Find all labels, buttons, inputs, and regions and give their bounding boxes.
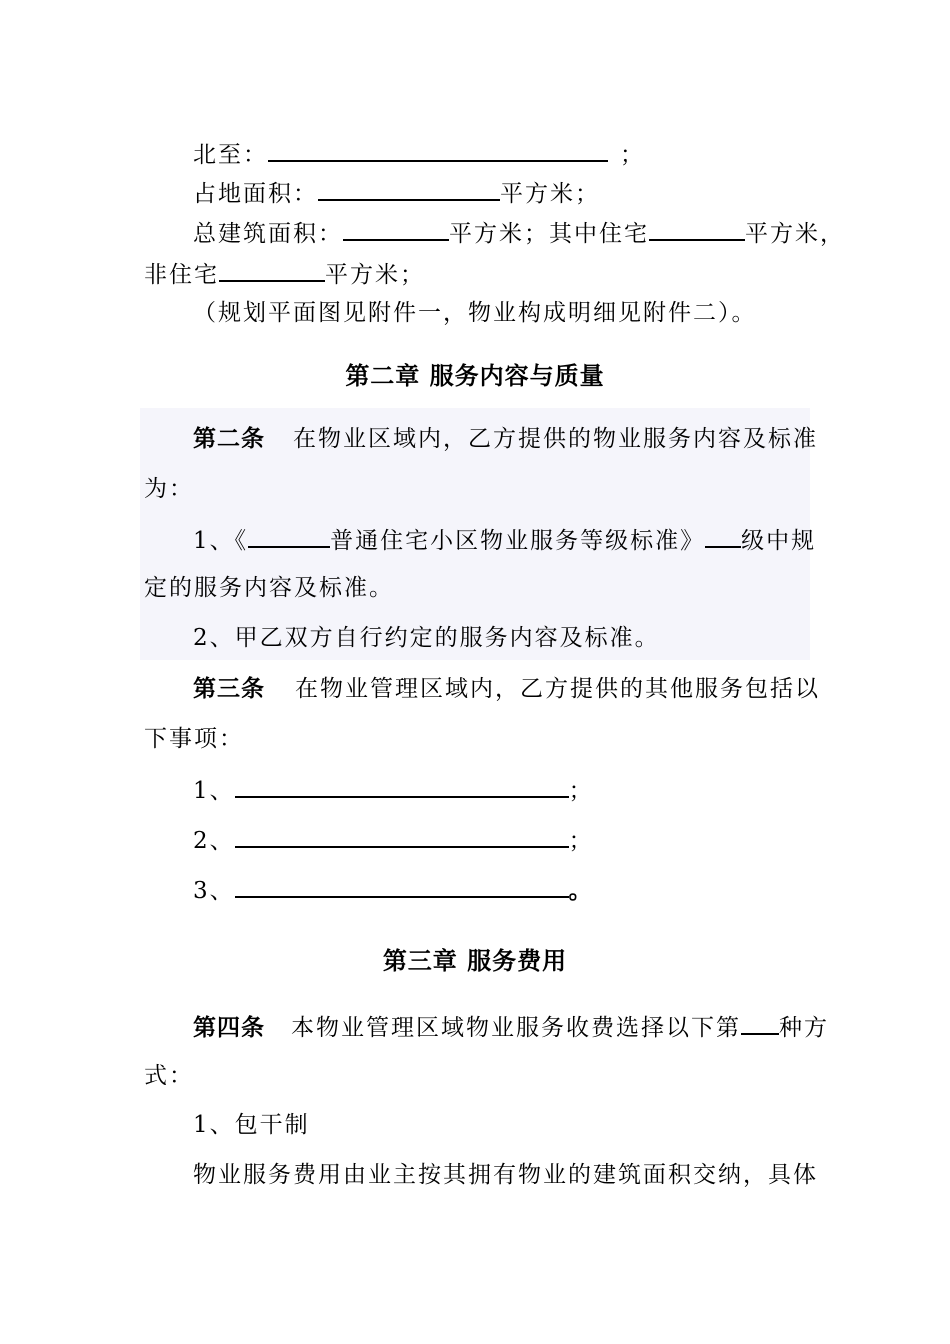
nonresidential-line — [144, 258, 425, 290]
list-1-blank — [235, 774, 569, 798]
option-1-title: 1、包干制 — [193, 1112, 310, 1138]
article-3-continuation: 下事项： — [144, 726, 244, 752]
article-3-text: 在物业管理区域内，乙方提供的其他服务包括以 — [295, 676, 820, 702]
gross-area-line — [193, 217, 845, 249]
article-4-blank — [741, 1011, 779, 1035]
article-3-item-3 — [193, 874, 593, 906]
item-1-prefix: 1、《 — [193, 528, 249, 554]
nonresidential-unit: 平方米； — [325, 262, 425, 288]
article-3-line — [193, 674, 820, 704]
residential-blank — [649, 217, 745, 241]
annex-note: （规划平面图见附件一，物业构成明细见附件二）。 — [193, 300, 757, 326]
land-area-label: 占地面积： — [193, 181, 318, 207]
article-3-item-1 — [193, 774, 594, 806]
article-2-text: 在物业区域内，乙方提供的物业服务内容及标准 — [293, 426, 818, 452]
article-3-label: 第三条 — [193, 676, 265, 702]
list-3-blank — [235, 874, 569, 898]
article-2-item-1-continuation: 定的服务内容及标准。 — [144, 575, 394, 601]
list-1-label: 1、 — [193, 778, 235, 804]
article-2-label: 第二条 — [193, 426, 265, 452]
list-2-blank — [235, 824, 569, 848]
article-2-item-1 — [193, 524, 816, 556]
article-4-end: 种方 — [779, 1015, 829, 1041]
chapter-3-title: 第三章 服务费用 — [382, 947, 568, 975]
article-4-line — [193, 1011, 829, 1043]
residential-unit: 平方米， — [745, 221, 845, 247]
article-3-item-2 — [193, 824, 594, 856]
article-4-continuation: 式： — [144, 1063, 194, 1089]
land-area-blank — [318, 177, 500, 201]
list-1-end: ； — [568, 778, 594, 804]
article-2-continuation: 为： — [144, 476, 194, 502]
item-1-blank-a — [248, 524, 330, 548]
item-1-blank-b — [705, 524, 741, 548]
north-boundary-line — [193, 138, 645, 170]
north-label: 北至： — [193, 142, 268, 168]
gross-area-label: 总建筑面积： — [193, 221, 343, 247]
land-area-unit: 平方米； — [500, 181, 600, 207]
chapter-2-title: 第二章 服务内容与质量 — [345, 362, 605, 390]
list-3-end: 。 — [568, 878, 593, 904]
item-1-mid: 普通住宅小区物业服务等级标准》 — [330, 528, 706, 554]
article-2-item-2: 2、甲乙双方自行约定的服务内容及标准。 — [193, 625, 660, 651]
article-4-label: 第四条 — [193, 1015, 265, 1041]
list-2-label: 2、 — [193, 828, 235, 854]
north-blank — [268, 138, 608, 162]
item-1-end: 级中规 — [741, 528, 817, 554]
north-end: ； — [620, 142, 645, 168]
list-2-end: ； — [568, 828, 594, 854]
article-2-line — [193, 424, 818, 454]
article-4-text: 本物业管理区域物业服务收费选择以下第 — [291, 1015, 741, 1041]
nonresidential-blank — [219, 258, 325, 282]
land-area-line — [193, 177, 600, 209]
option-1-description: 物业服务费用由业主按其拥有物业的建筑面积交纳，具体 — [193, 1162, 818, 1188]
nonresidential-label: 非住宅 — [144, 262, 219, 288]
residential-label: 其中住宅 — [549, 221, 649, 247]
list-3-label: 3、 — [193, 878, 235, 904]
gross-area-unit: 平方米； — [449, 221, 549, 247]
gross-area-blank — [343, 217, 449, 241]
